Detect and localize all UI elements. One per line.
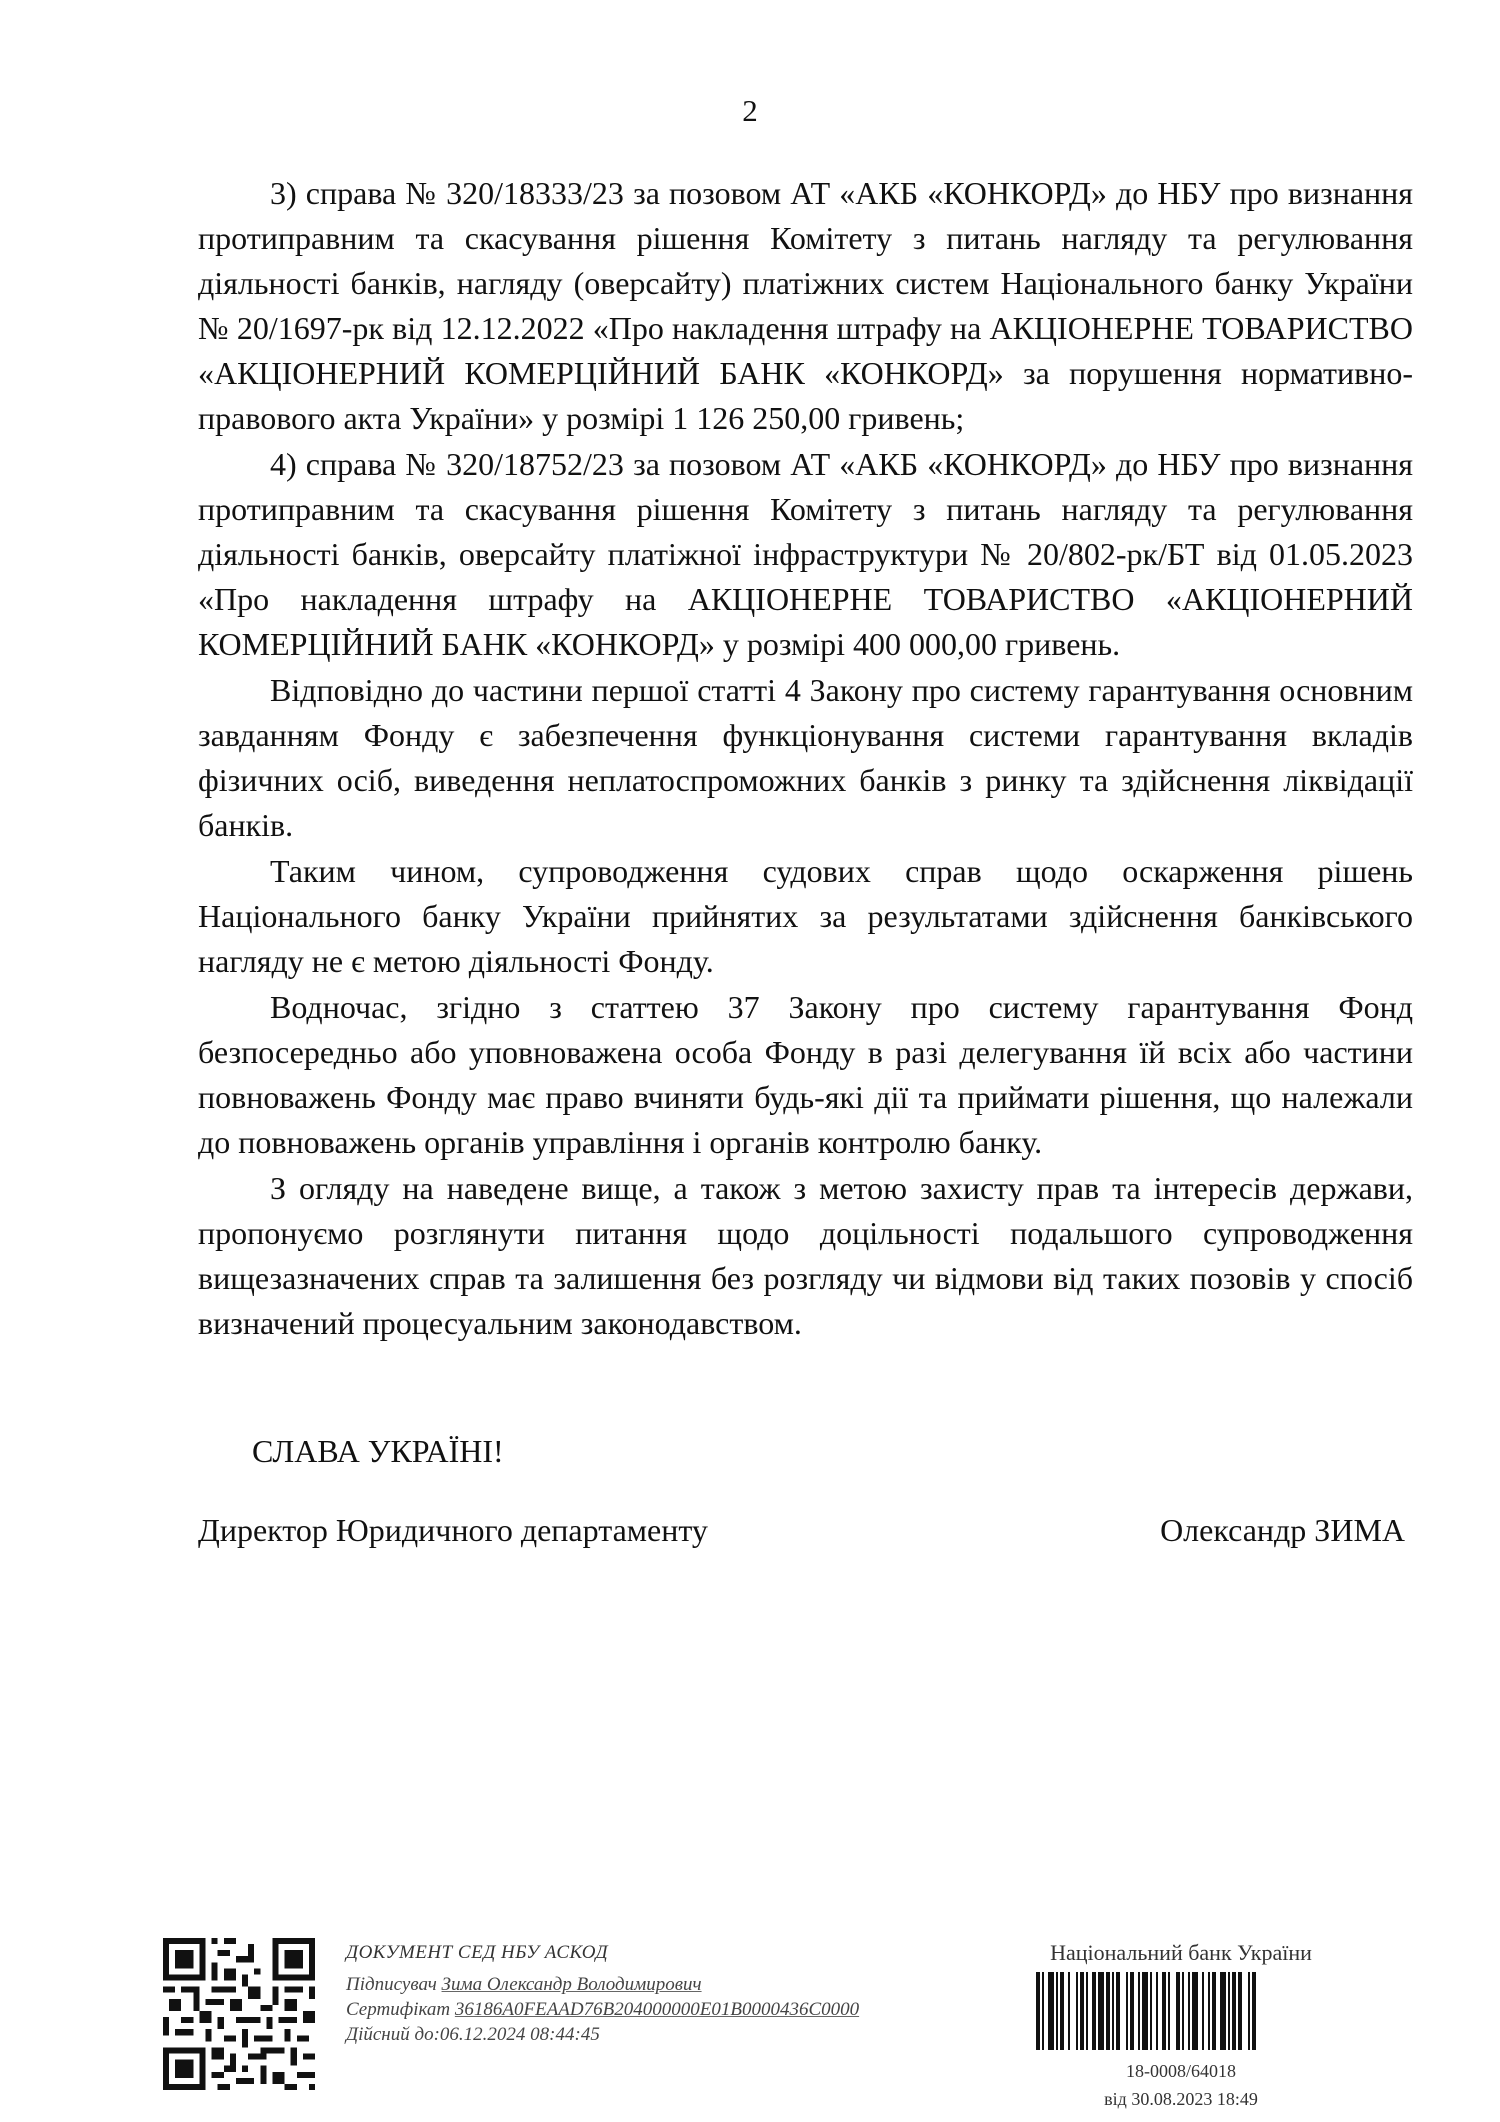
- paragraph-conclusion: Таким чином, супроводження судових справ щодо оскарження рішень Національного банку України прийнятих за результатами здійснення банківського нагляду не є метою діяльності Фонду.: [198, 853, 1413, 979]
- footer-stamps: [0, 1928, 1500, 2118]
- registration-number: 18-0008/64018: [1126, 2061, 1236, 2081]
- e-signature-stamp: [346, 1940, 859, 2047]
- valid-label: Дійсний до:: [346, 2024, 440, 2045]
- signer-value: Зима Олександр Володимирович: [441, 1974, 702, 1995]
- paragraph-article-37: Водночас, згідно з статтею 37 Закону про систему гарантування Фонд безпосередньо або уповноважена особа Фонду в разі делегування їй всіх або частини повноважень Фонду має право вчиняти будь-які дії та приймати рішення, що належали до повноважень органів управління і органів контролю банку.: [198, 989, 1413, 1160]
- paragraph-proposal: З огляду на наведене вище, а також з метою захисту прав та інтересів держави, пропонуємо розглянути питання щодо доцільності подальшого супроводження вищезазначених справ та залишення без розгляду чи відмови від таких позовів у спосіб визначений процесуальним законодавством.: [198, 1170, 1413, 1341]
- valid-value: 06.12.2024 08:44:45: [439, 2024, 600, 2045]
- e-signature-header: ДОКУМЕНТ СЕД НБУ АСКОД: [346, 1942, 609, 1963]
- signer-name: Олександр ЗИМА: [1160, 1512, 1405, 1548]
- qr-code-icon: [163, 1938, 315, 2090]
- registration-stamp: [1031, 1940, 1331, 2111]
- document-body: [198, 171, 1413, 1346]
- signer-title: Директор Юридичного департаменту: [198, 1512, 708, 1548]
- e-signature-valid-row: [346, 2022, 859, 2047]
- page-number: 2: [742, 93, 758, 128]
- e-signature-signer-row: [346, 1972, 859, 1997]
- paragraph-fund-tasks: Відповідно до частини першої статті 4 Закону про систему гарантування основним завданням Фонду є забезпечення функціонування системи гарантування вкладів фізичних осіб, виведення неплатоспроможних банків з ринку та здійснення ліквідації банків.: [198, 672, 1413, 843]
- paragraph-case-3: 3) справа № 320/18333/23 за позовом АТ «АКБ «КОНКОРД» до НБУ про визнання протиправним та скасування рішення Комітету з питань нагляду та регулювання діяльності банків, нагляду (оверсайту) платіжних систем Національного банку України № 20/1697-рк від 12.12.2022 «Про накладення штрафу на АКЦІОНЕРНЕ ТОВАРИСТВО «АКЦІОНЕРНИЙ КОМЕРЦІЙНИЙ БАНК «КОНКОРД» за порушення нормативно-правового акта України» у розмірі 1 126 250,00 гривень;: [198, 175, 1413, 436]
- signer-label: Підписувач: [346, 1974, 437, 1995]
- closing-slogan: СЛАВА УКРАЇНІ!: [252, 1433, 504, 1469]
- cert-value: 36186A0FEAAD76B204000000E01B0000436C0000: [454, 1999, 860, 2020]
- paragraph-case-4: 4) справа № 320/18752/23 за позовом АТ «АКБ «КОНКОРД» до НБУ про визнання протиправним та скасування рішення Комітету з питань нагляду та регулювання діяльності банків, оверсайту платіжної інфраструктури № 20/802-рк/БТ від 01.05.2023 «Про накладення штрафу на АКЦІОНЕРНЕ ТОВАРИСТВО «АКЦІОНЕРНИЙ КОМЕРЦІЙНИЙ БАНК «КОНКОРД» у розмірі 400 000,00 гривень.: [198, 446, 1413, 662]
- cert-label: Сертифікат: [346, 1999, 451, 2020]
- barcode-icon: [1036, 1972, 1326, 2050]
- registration-date: від 30.08.2023 18:49: [1104, 2089, 1258, 2109]
- registration-bank: Національний банк України: [1050, 1940, 1312, 1965]
- e-signature-cert-row: [346, 1997, 859, 2022]
